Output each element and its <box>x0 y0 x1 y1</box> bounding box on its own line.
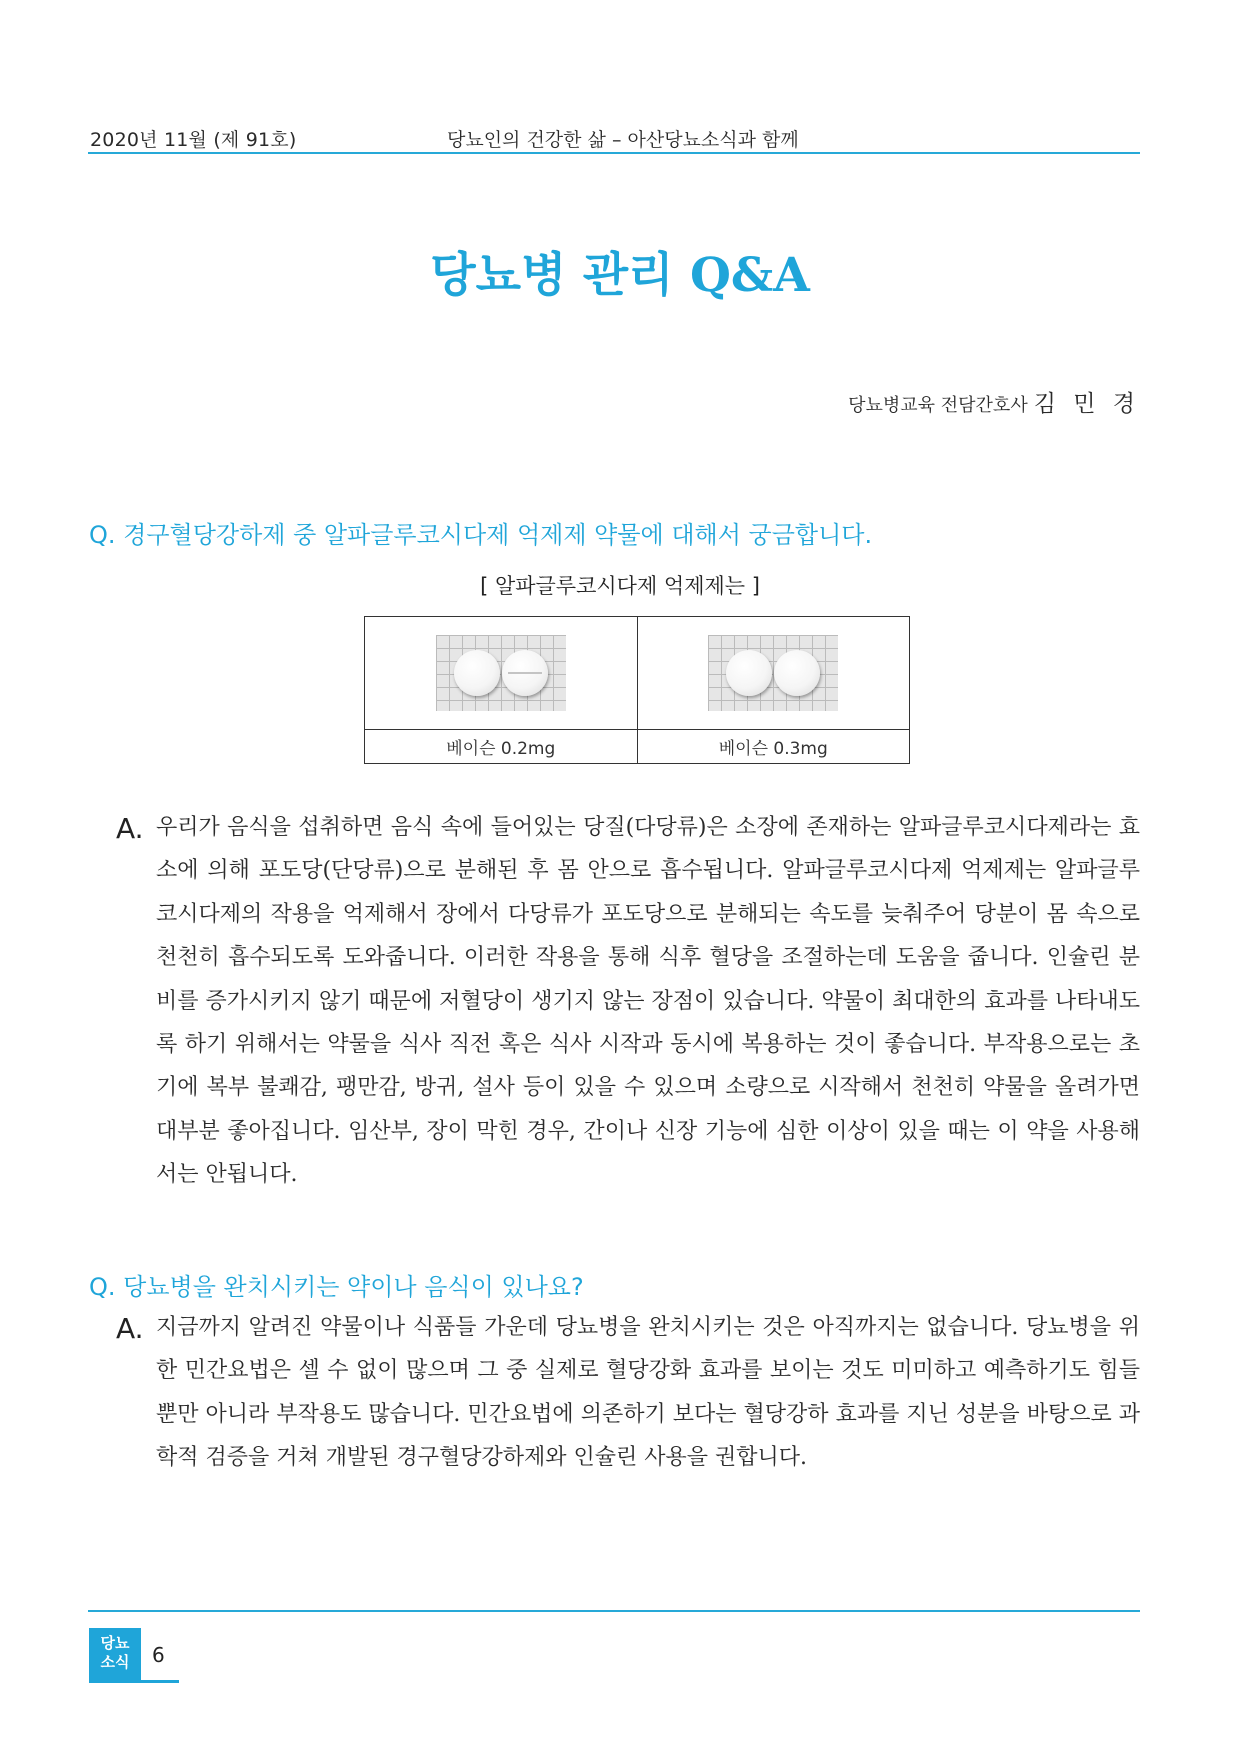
pill-table <box>364 616 910 764</box>
pill-image-cell-1 <box>365 617 638 730</box>
question-1: Q. 경구혈당강하제 중 알파글루코시다제 억제제 약물에 대해서 궁금합니다. <box>89 521 873 549</box>
question-2: Q. 당뇨병을 완치시키는 약이나 음식이 있나요? <box>89 1273 584 1301</box>
header-divider <box>88 152 1140 154</box>
pill-label-1: 베이슨 0.2mg <box>365 730 638 764</box>
tablet-icon <box>502 650 548 696</box>
answer-1-label: A. <box>116 812 144 845</box>
issue-date: 2020년 11월 (제 91호) <box>90 129 297 151</box>
newsletter-logo <box>89 1628 141 1680</box>
tablet-icon <box>774 650 820 696</box>
answer-2-label: A. <box>116 1312 144 1345</box>
pill-label-2: 베이슨 0.3mg <box>637 730 910 764</box>
logo-line-2: 소식 <box>100 1653 130 1671</box>
byline <box>620 385 1140 418</box>
tablet-icon <box>454 650 500 696</box>
page-number: 6 <box>152 1643 165 1667</box>
author-role: 당뇨병교육 전담간호사 <box>848 395 1028 416</box>
footer-divider <box>88 1610 1140 1612</box>
answer-2-text: 지금까지 알려진 약물이나 식품들 가운데 당뇨병을 완치시키는 것은 아직까지는 없습니다. 당뇨병을 위한 민간요법은 셀 수 없이 많으며 그 중 실제로 혈당강화 효과를 보이는 것도 미미하고 예측하기도 힘들 뿐만 아니라 부작용도 많습니다. 민간요법에 의존하기 보다는 혈당강하 효과를 지닌 성분을 바탕으로 과학적 검증을 거쳐 개발된 경구혈당강하제와 인슐린 사용을 권합니다. <box>156 1315 1140 1471</box>
pill-photo-0-2mg <box>436 635 566 711</box>
footer-underline <box>89 1680 179 1683</box>
logo-line-1: 당뇨 <box>100 1634 130 1652</box>
page-title: 당뇨병 관리 Q&A <box>430 248 810 303</box>
answer-1-text: 우리가 음식을 섭취하면 음식 속에 들어있는 당질(다당류)은 소장에 존재하는 알파글루코시다제라는 효소에 의해 포도당(단당류)으로 분해된 후 몸 안으로 흡수됩니다. 알파글루코시다제 억제제는 알파글루코시다제의 작용을 억제해서 장에서 다당류가 포도당으로 분해되는 속도를 늦춰주어 당분이 몸 속으로 천천히 흡수되도록 도와줍니다. 이러한 작용을 통해 식후 혈당을 조절하는데 도움을 줍니다. 인슐린 분비를 증가시키지 않기 때문에 저혈당이 생기지 않는 장점이 있습니다. 약물이 최대한의 효과를 나타내도록 하기 위해서는 약물을 식사 직전 혹은 식사 시작과 동시에 복용하는 것이 좋습니다. 부작용으로는 초기에 복부 불쾌감, 팽만감, 방귀, 설사 등이 있을 수 있으며 소량으로 시작해서 천천히 약물을 올려가면 대부분 좋아집니다. 임산부, 장이 막힌 경우, 간이나 신장 기능에 심한 이상이 있을 때는 이 약을 사용해서는 안됩니다. <box>156 815 1140 1188</box>
header-tagline: 당뇨인의 건강한 삶 – 아산당뇨소식과 함께 <box>447 129 799 151</box>
tablet-icon <box>726 650 772 696</box>
pill-image-cell-2 <box>637 617 910 730</box>
author-name: 김 민 경 <box>1033 391 1140 417</box>
pill-photo-0-3mg <box>708 635 838 711</box>
figure-caption: [ 알파글루코시다제 억제제는 ] <box>480 574 760 598</box>
